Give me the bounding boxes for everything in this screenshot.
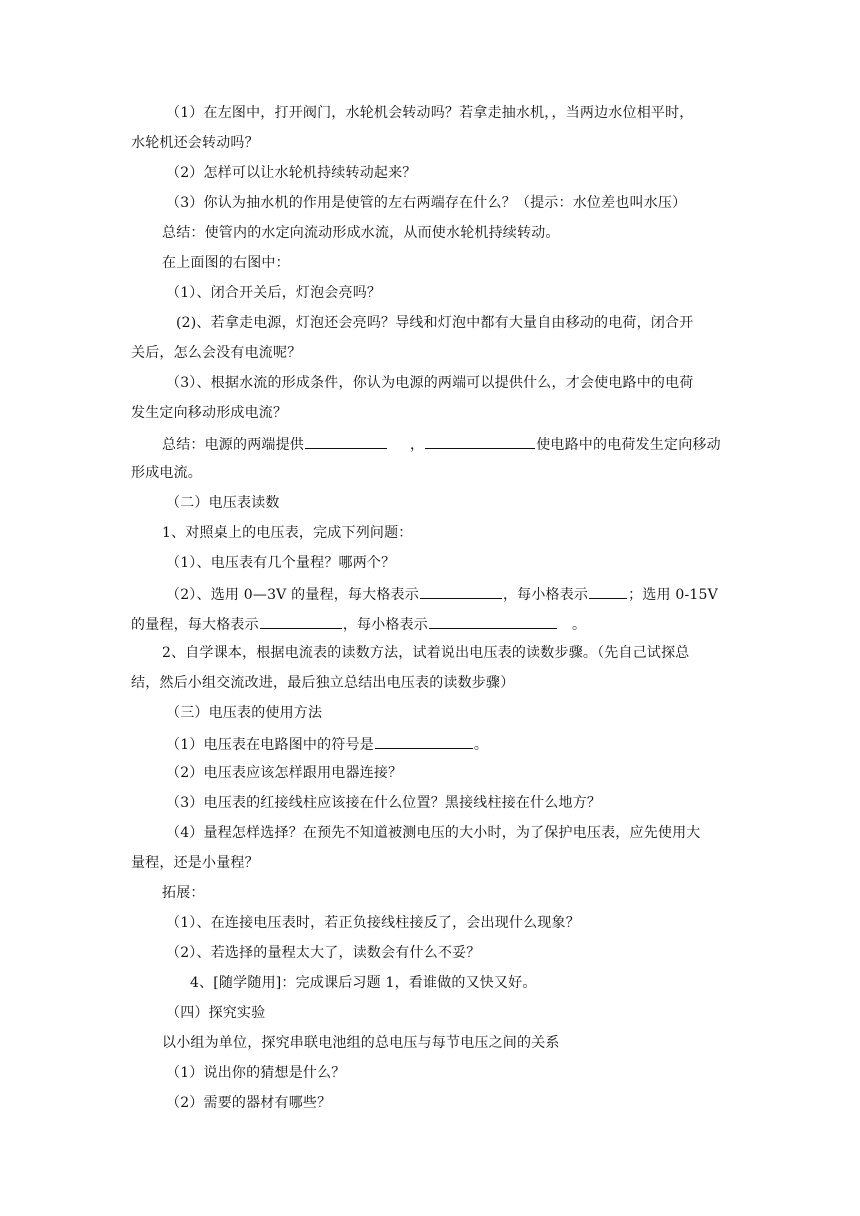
voltmeter-q2-line1 xyxy=(166,583,718,605)
answer-blank[interactable] xyxy=(425,433,535,449)
experiment-intro: 以小组为单位，探究串联电池组的总电压与每节电压之间的关系 xyxy=(162,1035,560,1051)
answer-blank[interactable] xyxy=(429,613,557,629)
voltmeter-task-intro: 1、对照桌上的电压表，完成下列问题： xyxy=(162,525,413,541)
range-15v-prefix: ；选用 0-15V xyxy=(628,587,718,603)
right-figure-intro: 在上面图的右图中： xyxy=(162,255,290,271)
q1-water-turbine-line2: 水轮机还会转动吗？ xyxy=(131,135,259,151)
section-two-heading: （二）电压表读数 xyxy=(166,495,280,511)
range-3v-prefix: （2）、选用 0—3V 的量程，每大格表示 xyxy=(166,587,419,603)
section-three-heading: （三）电压表的使用方法 xyxy=(166,705,323,721)
summary-power-source-suffix: 使电路中的电荷发生定向移动 xyxy=(536,437,721,453)
summary-water-flow: 总结：使管内的水定向流动形成水流，从而使水轮机持续转动。 xyxy=(162,225,560,241)
summary-power-source-line2: 形成电流。 xyxy=(131,465,202,481)
circuit-q1: （1）、闭合开关后，灯泡会亮吗？ xyxy=(166,285,382,301)
summary-power-source-prefix: 总结：电源的两端提供 xyxy=(162,437,304,453)
period: 。 xyxy=(473,737,489,753)
self-study-line1: 2、自学课本，根据电流表的读数方法，试着说出电压表的读数步骤。（先自己试探总 xyxy=(162,645,690,661)
q1-water-turbine-line1: （1）在左图中，打开阀门，水轮机会转动吗？若拿走抽水机，，当两边水位相平时， xyxy=(166,105,694,121)
usage-q4-line1: （4）量程怎样选择？在预先不知道被测电压的大小时，为了保护电压表，应先使用大 xyxy=(166,825,701,841)
extension-q2: （2）、若选择的量程太大了，读数会有什么不妥？ xyxy=(166,945,481,961)
q3-pump-function: （3）你认为抽水机的作用是使管的左右两端存在什么？（提示：水位差也叫水压） xyxy=(166,195,687,211)
period: 。 xyxy=(572,617,587,633)
answer-blank[interactable] xyxy=(420,583,502,599)
experiment-q2: （2）需要的器材有哪些？ xyxy=(166,1095,332,1111)
usage-q1 xyxy=(166,733,488,755)
practice-task: 4、[随学随用]：完成课后习题 1，看谁做的又快又好。 xyxy=(190,975,537,991)
circuit-q2-line2: 关后，怎么会没有电流呢？ xyxy=(131,345,302,361)
extension-q1: （1）、在连接电压表时，若正负接线柱接反了，会出现什么现象？ xyxy=(166,915,580,931)
answer-blank[interactable] xyxy=(260,613,342,629)
summary-power-source xyxy=(162,433,721,455)
small-division-label: ，每小格表示 xyxy=(502,587,589,603)
circuit-q2-line1: (2)、若拿走电源，灯泡还会亮吗？导线和灯泡中都有大量自由移动的电荷，闭合开 xyxy=(176,315,694,331)
small-division-label: ，每小格表示 xyxy=(342,617,429,633)
range-15v-large-division: 的量程，每大格表示 xyxy=(131,617,259,633)
usage-q2: （2）电压表应该怎样跟用电器连接？ xyxy=(166,765,403,781)
comma-separator: ， xyxy=(410,437,425,453)
self-study-line2: 结，然后小组交流改进，最后独立总结出电压表的读数步骤） xyxy=(131,675,515,691)
usage-q4-line2: 量程，还是小量程？ xyxy=(131,855,259,871)
circuit-q3-line1: （3）、根据水流的形成条件，你认为电源的两端可以提供什么，才会使电路中的电荷 xyxy=(166,375,694,391)
usage-q3: （3）电压表的红接线柱应该接在什么位置？黑接线柱接在什么地方？ xyxy=(166,795,602,811)
voltmeter-q2-line2 xyxy=(131,613,586,635)
answer-blank[interactable] xyxy=(589,583,627,599)
answer-blank[interactable] xyxy=(305,433,387,449)
extension-heading: 拓展： xyxy=(162,885,205,901)
section-four-heading: （四）探究实验 xyxy=(166,1005,266,1021)
experiment-q1: （1）说出你的猜想是什么？ xyxy=(166,1065,346,1081)
circuit-q3-line2: 发生定向移动形成电流？ xyxy=(131,405,288,421)
q2-keep-turbine-turning: （2）怎样可以让水轮机持续转动起来？ xyxy=(166,165,417,181)
answer-blank[interactable] xyxy=(375,733,473,749)
voltmeter-q1: （1）、电压表有几个量程？哪两个？ xyxy=(166,555,396,571)
symbol-question: （1）电压表在电路图中的符号是 xyxy=(166,737,374,753)
